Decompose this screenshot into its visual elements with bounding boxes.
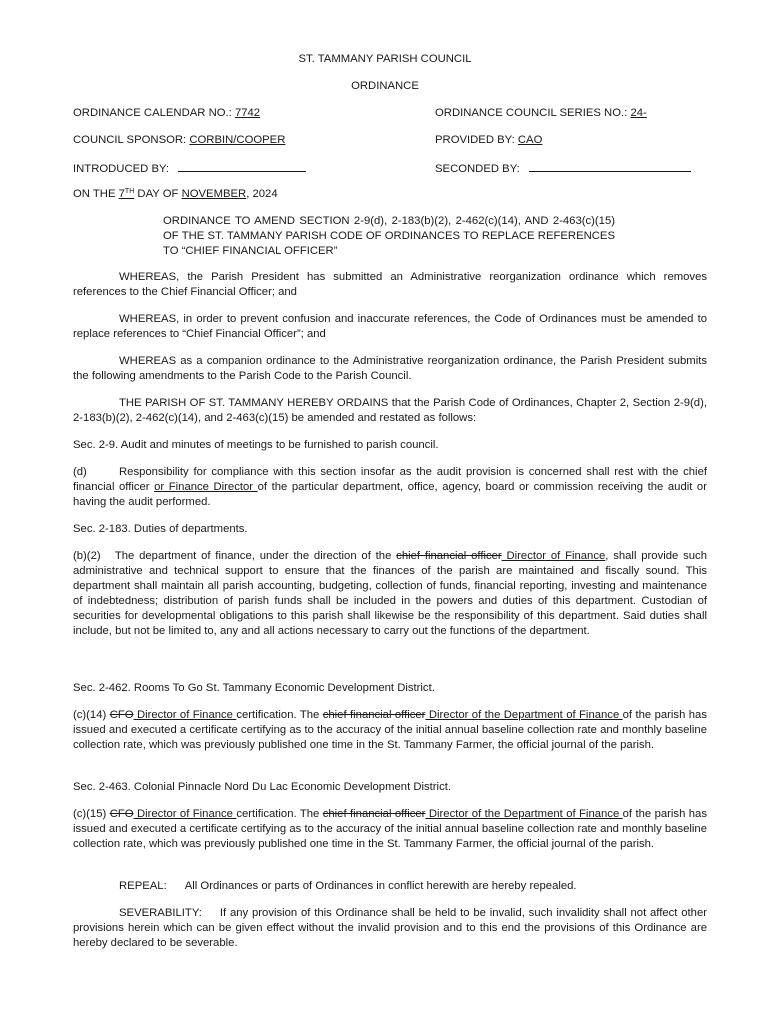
date-day-suffix: TH	[124, 188, 135, 195]
section-2-183-text-end: , shall provide such administrative and technical support to ensure that the finances of the parish are maintained and fiscally sound. This department shall maintain all parish accounting, budgeting, collection of funds, financial reporting, investing and maintenance of indebtedness; distribution of parish funds shall be included in the powers and duties of this department. Custodian of securities for developmental obligations to this parish shall likewise be the responsibility of this department. Said duties shall include, but not be limited to, any and all actions necessary to carry out the functions of the department.	[73, 550, 707, 637]
series-number-value: 24-	[630, 107, 647, 119]
repeal-label: REPEAL:	[119, 880, 167, 892]
date-month: NOVEMBER	[181, 188, 247, 200]
section-2-462-struck-officer: chief financial officer	[322, 709, 426, 721]
section-2-183-b2-text	[73, 549, 707, 639]
series-number-label: ORDINANCE COUNCIL SERIES NO.:	[435, 107, 631, 119]
section-2-462-inserted-director: Director of Finance	[133, 709, 237, 721]
section-2-462-inserted-department: Director of the Department of Finance	[425, 709, 623, 721]
section-2-462-heading: Sec. 2-462. Rooms To Go St. Tammany Economic Development District.	[73, 682, 435, 694]
council-heading: ST. TAMMANY PARISH COUNCIL	[298, 53, 472, 65]
document-type-heading: ORDINANCE	[351, 80, 419, 92]
section-2-463-heading: Sec. 2-463. Colonial Pinnacle Nord Du Lac Economic Development District.	[73, 781, 451, 793]
section-2-183-text-start: (b)(2) The department of finance, under the direction of the	[73, 550, 397, 562]
introduced-by-label: INTRODUCED BY:	[73, 163, 170, 175]
section-2-463-c15-text	[73, 807, 707, 852]
council-sponsor-label: COUNCIL SPONSOR:	[73, 134, 190, 146]
date-day	[119, 188, 135, 200]
introduction-date	[73, 187, 278, 202]
whereas-paragraph-2: WHEREAS, in order to prevent confusion and inaccurate references, the Code of Ordinances must be amended to replace references to “Chief Financial Officer”; and	[73, 313, 707, 340]
section-2-9-heading: Sec. 2-9. Audit and minutes of meetings to be furnished to parish council.	[73, 439, 439, 451]
section-2-462-c14-text	[73, 708, 707, 753]
section-2-9-d-label: (d)	[73, 466, 87, 478]
severability-label: SEVERABILITY:	[119, 907, 202, 919]
whereas-paragraph-1: WHEREAS, the Parish President has submitted an Administrative reorganization ordinance which removes references to the Chief Financial Officer; and	[73, 271, 707, 298]
section-2-463-struck-officer: chief financial officer	[322, 808, 426, 820]
section-2-9-d-text-end: of the particular department, office, agency, board or commission receiving the audit or having the audit performed.	[73, 481, 707, 508]
council-sponsor-value: CORBIN/COOPER	[189, 134, 286, 146]
whereas-paragraph-3: WHEREAS as a companion ordinance to the Administrative reorganization ordinance, the Parish President submits the following amendments to the Parish Code to the Parish Council.	[73, 355, 707, 382]
council-sponsor-field	[73, 133, 285, 148]
date-middle: DAY OF	[134, 188, 182, 200]
calendar-number-value: 7742	[234, 107, 261, 119]
ordinance-title: ORDINANCE TO AMEND SECTION 2-9(d), 2-183(b)(2), 2-462(c)(14), AND 2-463(c)(15) OF THE ST. TAMMANY PARISH CODE OF ORDINANCES TO REPLACE REFERENCES TO “CHIEF FINANCIAL OFFICER”	[163, 215, 615, 257]
severability-clause	[73, 906, 707, 951]
section-2-463-inserted-department: Director of the Department of Finance	[425, 808, 623, 820]
section-2-183-struck-text: chief financial officer	[396, 550, 502, 562]
section-2-9-d-inserted-text: or Finance Director	[154, 481, 258, 493]
seconded-by-blank	[529, 160, 691, 172]
seconded-by-field	[435, 160, 691, 177]
provided-by-label: PROVIDED BY:	[435, 134, 518, 146]
introduced-by-field	[73, 160, 306, 177]
calendar-number-label: ORDINANCE CALENDAR NO.:	[73, 107, 235, 119]
series-number-field	[435, 106, 687, 121]
severability-text: If any provision of this Ordinance shall be held to be invalid, such invalidity shall not affect other provisions herein which can be given effect without the invalid provision and to this end the provisions of this Ordinance are hereby declared to be severable.	[73, 907, 707, 949]
section-2-462-text-start: certification. The	[236, 709, 323, 721]
calendar-number-field	[73, 106, 260, 121]
introduced-by-blank	[178, 160, 306, 172]
section-2-183-heading: Sec. 2-183. Duties of departments.	[73, 523, 248, 535]
section-2-463-label: (c)(15)	[73, 808, 110, 820]
date-prefix: ON THE	[73, 188, 119, 200]
section-2-183-inserted-text: Director of Finance	[501, 550, 606, 562]
repeal-clause	[73, 879, 707, 894]
section-2-9-d-text	[73, 465, 707, 510]
seconded-by-label: SECONDED BY:	[435, 163, 520, 175]
date-day-number: 7	[118, 188, 125, 200]
provided-by-value: CAO	[517, 134, 543, 146]
section-2-463-inserted-director: Director of Finance	[133, 808, 237, 820]
section-2-9-d-text-start: Responsibility for compliance with this section insofar as the audit provision is concerned shall rest with the chief financial officer	[73, 466, 707, 493]
ordains-paragraph: THE PARISH OF ST. TAMMANY HEREBY ORDAINS that the Parish Code of Ordinances, Chapter 2, Section 2-9(d), 2-183(b)(2), 2-462(c)(14), and 2-463(c)(15) be amended and restated as follows:	[73, 397, 707, 424]
section-2-462-struck-cfo: CFO	[109, 709, 134, 721]
section-2-463-text-start: certification. The	[236, 808, 323, 820]
section-2-462-label: (c)(14)	[73, 709, 110, 721]
section-2-463-text-end: of the parish has issued and executed a certificate certifying as to the accuracy of the initial annual baseline collection rate and monthly baseline collection rate, which was previously published one time in the St. Tammany Farmer, the official journal of the parish.	[73, 808, 707, 850]
section-2-462-text-end: of the parish has issued and executed a certificate certifying as to the accuracy of the initial annual baseline collection rate and monthly baseline collection rate, which was previously published one time in the St. Tammany Farmer, the official journal of the parish.	[73, 709, 707, 751]
provided-by-field	[435, 133, 542, 148]
date-year: , 2024	[246, 188, 278, 200]
repeal-text: All Ordinances or parts of Ordinances in conflict herewith are hereby repealed.	[184, 880, 577, 892]
section-2-463-struck-cfo: CFO	[109, 808, 134, 820]
